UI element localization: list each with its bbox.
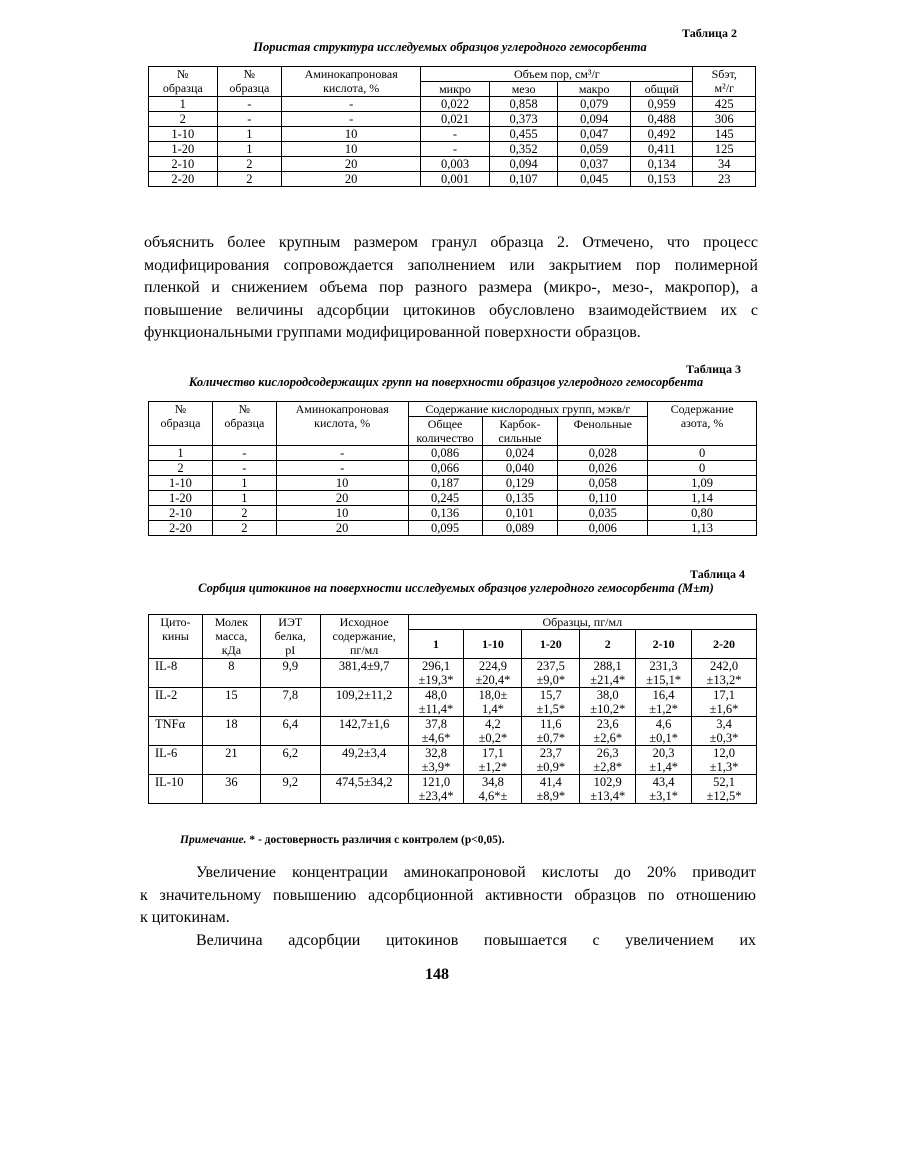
t3-cell-sample-no: 1 xyxy=(212,476,276,491)
table-row xyxy=(149,476,757,491)
t4-cell-value xyxy=(636,775,692,804)
t2-cell-sbet: 34 xyxy=(693,157,756,172)
t4-h-initial: Исходное содержание, пг/мл xyxy=(320,615,408,659)
t4-cell-value xyxy=(464,659,522,688)
t4-cell-value xyxy=(464,688,522,717)
t4-cell-cytokine: IL-6 xyxy=(149,746,203,775)
t4-cell-value xyxy=(580,688,636,717)
t3-cell-nitrogen: 0,80 xyxy=(648,506,757,521)
mean-value: 37,8 xyxy=(425,717,447,731)
t3-cell-sample-id: 2-10 xyxy=(149,506,213,521)
paragraph-2 xyxy=(140,862,756,930)
error-value: ±11,4* xyxy=(418,702,454,716)
t2-h-acid: Аминокапроновая кислота, % xyxy=(282,67,421,97)
table4-caption: Сорбция цитокинов на поверхности исследуемых образцов углеродного гемосорбента (M±m) xyxy=(198,581,714,595)
t3-h-group: Содержание кислородных групп, мэкв/г xyxy=(408,402,648,417)
t4-h-sample-1: 1 xyxy=(408,630,464,659)
t4-cell-initial: 474,5±34,2 xyxy=(320,775,408,804)
t4-cell-iet: 6,4 xyxy=(260,717,320,746)
t2-cell-sample-no: 1 xyxy=(217,142,282,157)
t3-cell-sample-no: 2 xyxy=(212,506,276,521)
table4 xyxy=(148,614,757,804)
t4-cell-cytokine: IL-8 xyxy=(149,659,203,688)
t3-cell-carboxyl: 0,040 xyxy=(482,461,558,476)
table-row xyxy=(149,112,756,127)
note-label: Примечание. xyxy=(180,834,247,846)
t3-cell-acid: - xyxy=(276,446,408,461)
table3-label: Таблица 3 xyxy=(686,362,741,376)
t4-cell-value xyxy=(692,746,757,775)
t2-h-sbet: Sбэт, м²/г xyxy=(693,67,756,97)
error-value: ±12,5* xyxy=(706,789,742,803)
t4-h-sample-2-20: 2-20 xyxy=(692,630,757,659)
t4-h-sample-2-10: 2-10 xyxy=(636,630,692,659)
t4-cell-value xyxy=(692,688,757,717)
t3-cell-sample-no: - xyxy=(212,446,276,461)
mean-value: 242,0 xyxy=(709,659,739,673)
paragraph-line: пленкой и снижением объема пор разного размера (микро-, мезо-, макропор), а xyxy=(144,279,758,296)
t2-cell-sample-id: 2 xyxy=(149,112,218,127)
t3-cell-sample-no: 2 xyxy=(212,521,276,536)
t3-cell-total: 0,066 xyxy=(408,461,482,476)
table2 xyxy=(148,66,756,187)
t3-cell-nitrogen: 1,14 xyxy=(648,491,757,506)
t3-cell-phenol: 0,058 xyxy=(558,476,648,491)
t2-cell-sbet: 23 xyxy=(693,172,756,187)
t2-cell-macro: 0,047 xyxy=(558,127,631,142)
error-value: ±4,6* xyxy=(421,731,451,745)
t4-cell-initial: 381,4±9,7 xyxy=(320,659,408,688)
mean-value: 41,4 xyxy=(539,775,562,789)
mean-value: 52,1 xyxy=(713,775,735,789)
t2-h-volume: Объем пор, см³/г xyxy=(421,67,693,82)
t3-cell-nitrogen: 1,09 xyxy=(648,476,757,491)
t2-cell-sample-no: - xyxy=(217,112,282,127)
mean-value: 121,0 xyxy=(421,775,451,789)
error-value: ±0,1* xyxy=(649,731,678,745)
t2-cell-meso: 0,107 xyxy=(489,172,558,187)
table-row xyxy=(149,127,756,142)
t3-cell-phenol: 0,110 xyxy=(558,491,648,506)
t2-h-sample: № образца xyxy=(149,67,218,97)
t4-cell-value xyxy=(522,717,580,746)
t2-cell-total: 0,492 xyxy=(630,127,693,142)
t2-cell-meso: 0,858 xyxy=(489,97,558,112)
t3-cell-acid: 20 xyxy=(276,491,408,506)
t2-cell-acid: - xyxy=(282,97,421,112)
t3-cell-total: 0,245 xyxy=(408,491,482,506)
t2-cell-total: 0,959 xyxy=(630,97,693,112)
t2-cell-meso: 0,455 xyxy=(489,127,558,142)
t2-cell-micro: 0,021 xyxy=(421,112,490,127)
t4-cell-value xyxy=(464,775,522,804)
table-row xyxy=(149,446,757,461)
t3-cell-carboxyl: 0,024 xyxy=(482,446,558,461)
error-value: ±0,9* xyxy=(536,760,566,774)
t3-cell-acid: 10 xyxy=(276,506,408,521)
t3-h-sample: № образца xyxy=(149,402,213,446)
mean-value: 296,1 xyxy=(421,659,451,673)
t4-cell-value xyxy=(408,746,464,775)
t2-cell-sample-id: 2-20 xyxy=(149,172,218,187)
error-value: ±2,6* xyxy=(593,731,623,745)
t3-cell-sample-id: 1-20 xyxy=(149,491,213,506)
t2-cell-sbet: 425 xyxy=(693,97,756,112)
table-row xyxy=(149,717,757,746)
t4-cell-mass: 18 xyxy=(202,717,260,746)
t4-h-cytokines: Цито- кины xyxy=(149,615,203,659)
t3-cell-phenol: 0,026 xyxy=(558,461,648,476)
paragraph-line: повышение величины адсорбции цитокинов обусловлено взаимодействием их с xyxy=(144,301,758,319)
t4-h-sample-2: 2 xyxy=(580,630,636,659)
mean-value: 23,7 xyxy=(539,746,562,760)
t2-cell-sample-id: 1-20 xyxy=(149,142,218,157)
t3-cell-sample-no: - xyxy=(212,461,276,476)
mean-value: 4,2 xyxy=(485,717,501,731)
mean-value: 11,6 xyxy=(540,717,562,731)
t2-cell-sample-no: 2 xyxy=(217,157,282,172)
t4-cell-value xyxy=(464,746,522,775)
t4-cell-value xyxy=(636,688,692,717)
t4-cell-mass: 36 xyxy=(202,775,260,804)
t4-cell-value xyxy=(522,746,580,775)
t4-cell-mass: 8 xyxy=(202,659,260,688)
t3-h-acid: Аминокапроновая кислота, % xyxy=(276,402,408,446)
t4-cell-iet: 9,2 xyxy=(260,775,320,804)
t3-cell-acid: 20 xyxy=(276,521,408,536)
mean-value: 43,4 xyxy=(652,775,675,789)
mean-value: 17,1 xyxy=(482,746,504,760)
error-value: ±3,1* xyxy=(649,789,678,803)
paragraph-line: Увеличение концентрации аминокапроновой кислоты до 20% приводит xyxy=(196,864,756,881)
error-value: ±10,2* xyxy=(590,702,626,716)
t4-cell-value xyxy=(408,775,464,804)
page-number: 148 xyxy=(425,966,449,983)
t2-cell-acid: 20 xyxy=(282,172,421,187)
t2-cell-micro: 0,001 xyxy=(421,172,490,187)
table-row xyxy=(149,746,757,775)
t4-cell-value xyxy=(464,717,522,746)
error-value: ±2,8* xyxy=(593,760,623,774)
t2-h-total: общий xyxy=(630,82,693,97)
mean-value: 38,0 xyxy=(596,688,619,702)
error-value: 4,6*± xyxy=(478,789,508,803)
t2-cell-sample-no: 1 xyxy=(217,127,282,142)
t3-cell-total: 0,136 xyxy=(408,506,482,521)
paragraph-line: модифицирования сопровождается заполнением или закрытием пор полимерной xyxy=(144,256,758,274)
t2-cell-sample-no: - xyxy=(217,97,282,112)
t3-cell-phenol: 0,028 xyxy=(558,446,648,461)
t2-cell-sample-id: 1 xyxy=(149,97,218,112)
t2-h-meso: мезо xyxy=(489,82,558,97)
mean-value: 18,0± xyxy=(478,688,508,702)
table3-caption: Количество кислородсодержащих групп на поверхности образцов углеродного гемосорбента xyxy=(188,375,704,389)
t4-cell-value xyxy=(636,746,692,775)
t3-cell-carboxyl: 0,135 xyxy=(482,491,558,506)
t3-h-nitrogen: Содержание азота, % xyxy=(648,402,757,446)
mean-value: 288,1 xyxy=(593,659,622,673)
table-row xyxy=(149,506,757,521)
t4-cell-value xyxy=(580,717,636,746)
t2-cell-total: 0,153 xyxy=(630,172,693,187)
t2-cell-macro: 0,037 xyxy=(558,157,631,172)
error-value: ±1,2* xyxy=(649,702,678,716)
t2-cell-total: 0,488 xyxy=(630,112,693,127)
t2-cell-acid: - xyxy=(282,112,421,127)
t4-cell-iet: 9,9 xyxy=(260,659,320,688)
t3-cell-sample-id: 2-20 xyxy=(149,521,213,536)
t3-cell-nitrogen: 1,13 xyxy=(648,521,757,536)
t3-cell-carboxyl: 0,101 xyxy=(482,506,558,521)
t2-cell-sbet: 125 xyxy=(693,142,756,157)
t4-cell-value xyxy=(522,775,580,804)
t4-cell-value xyxy=(580,775,636,804)
t2-cell-macro: 0,094 xyxy=(558,112,631,127)
table-row xyxy=(149,491,757,506)
t2-cell-macro: 0,045 xyxy=(558,172,631,187)
mean-value: 48,0 xyxy=(425,688,447,702)
table-row xyxy=(149,461,757,476)
table-row xyxy=(149,659,757,688)
t2-h-micro: микро xyxy=(421,82,490,97)
t3-cell-total: 0,086 xyxy=(408,446,482,461)
t3-cell-phenol: 0,006 xyxy=(558,521,648,536)
table-row xyxy=(149,688,757,717)
t3-cell-acid: 10 xyxy=(276,476,408,491)
t4-cell-value xyxy=(636,659,692,688)
t2-cell-sample-no: 2 xyxy=(217,172,282,187)
t3-cell-sample-id: 1 xyxy=(149,446,213,461)
t2-cell-macro: 0,059 xyxy=(558,142,631,157)
t4-cell-mass: 15 xyxy=(202,688,260,717)
t2-cell-micro: 0,022 xyxy=(421,97,490,112)
t4-cell-initial: 142,7±1,6 xyxy=(320,717,408,746)
t4-cell-value xyxy=(408,717,464,746)
t2-cell-macro: 0,079 xyxy=(558,97,631,112)
t4-h-samples: Образцы, пг/мл xyxy=(408,615,756,630)
t4-h-sample-1-20: 1-20 xyxy=(522,630,580,659)
error-value: ±0,7* xyxy=(536,731,566,745)
t3-cell-sample-id: 2 xyxy=(149,461,213,476)
mean-value: 3,4 xyxy=(716,717,732,731)
t2-cell-sbet: 145 xyxy=(693,127,756,142)
t4-cell-value xyxy=(636,717,692,746)
mean-value: 12,0 xyxy=(713,746,735,760)
t3-cell-acid: - xyxy=(276,461,408,476)
t4-cell-initial: 109,2±11,2 xyxy=(320,688,408,717)
error-value: ±23,4* xyxy=(418,789,454,803)
mean-value: 231,3 xyxy=(649,659,678,673)
t4-cell-value xyxy=(580,659,636,688)
mean-value: 17,1 xyxy=(713,688,735,702)
paragraph-line: к значительному повышению адсорбционной активности образцов по отношению xyxy=(140,886,756,904)
t3-cell-total: 0,187 xyxy=(408,476,482,491)
t4-cell-value xyxy=(522,659,580,688)
t3-cell-carboxyl: 0,089 xyxy=(482,521,558,536)
t2-h-macro: макро xyxy=(558,82,631,97)
t4-cell-mass: 21 xyxy=(202,746,260,775)
error-value: ±1,5* xyxy=(536,702,566,716)
table4-label: Таблица 4 xyxy=(690,567,745,581)
paragraph-line: к цитокинам. xyxy=(140,909,230,926)
table-row xyxy=(149,97,756,112)
t3-cell-carboxyl: 0,129 xyxy=(482,476,558,491)
mean-value: 26,3 xyxy=(596,746,619,760)
t4-cell-cytokine: IL-2 xyxy=(149,688,203,717)
t3-cell-sample-id: 1-10 xyxy=(149,476,213,491)
t2-cell-micro: - xyxy=(421,127,490,142)
t3-cell-phenol: 0,035 xyxy=(558,506,648,521)
paragraph-line: объяснить более крупным размером гранул образца 2. Отмечено, что процесс xyxy=(144,234,758,251)
table4-note xyxy=(180,834,505,846)
error-value: ±13,2* xyxy=(706,673,742,687)
t2-cell-meso: 0,352 xyxy=(489,142,558,157)
mean-value: 20,3 xyxy=(652,746,675,760)
t3-h-no: № образца xyxy=(212,402,276,446)
t4-h-sample-1-10: 1-10 xyxy=(464,630,522,659)
mean-value: 4,6 xyxy=(655,717,672,731)
table3 xyxy=(148,401,757,536)
table2-caption: Пористая структура исследуемых образцов углеродного гемосорбента xyxy=(253,40,647,54)
error-value: ±3,9* xyxy=(421,760,451,774)
error-value: ±13,4* xyxy=(590,789,626,803)
mean-value: 224,9 xyxy=(478,659,507,673)
error-value: ±1,3* xyxy=(709,760,739,774)
table-row xyxy=(149,775,757,804)
mean-value: 16,4 xyxy=(652,688,675,702)
table2-body xyxy=(149,97,756,187)
error-value: ±21,4* xyxy=(590,673,626,687)
t2-cell-meso: 0,094 xyxy=(489,157,558,172)
t4-cell-value xyxy=(522,688,580,717)
t2-cell-total: 0,134 xyxy=(630,157,693,172)
error-value: ±0,3* xyxy=(709,731,739,745)
t3-h-total: Общее количество xyxy=(408,417,482,446)
t3-cell-nitrogen: 0 xyxy=(648,461,757,476)
t3-cell-total: 0,095 xyxy=(408,521,482,536)
t2-cell-total: 0,411 xyxy=(630,142,693,157)
t4-cell-cytokine: TNFα xyxy=(149,717,203,746)
paragraph-line: Величина адсорбции цитокинов повышается с увеличением их xyxy=(196,932,756,949)
t2-cell-sample-id: 2-10 xyxy=(149,157,218,172)
error-value: ±9,0* xyxy=(536,673,566,687)
paragraph-3 xyxy=(140,930,756,953)
error-value: ±0,2* xyxy=(478,731,508,745)
t2-cell-acid: 20 xyxy=(282,157,421,172)
error-value: ±15,1* xyxy=(646,673,682,687)
t4-cell-iet: 6,2 xyxy=(260,746,320,775)
t4-cell-value xyxy=(408,659,464,688)
error-value: 1,4* xyxy=(482,702,504,716)
t2-cell-acid: 10 xyxy=(282,127,421,142)
paragraph-1 xyxy=(144,232,758,345)
mean-value: 15,7 xyxy=(539,688,562,702)
t3-cell-sample-no: 1 xyxy=(212,491,276,506)
t2-cell-sbet: 306 xyxy=(693,112,756,127)
table2-label: Таблица 2 xyxy=(682,26,737,40)
note-text: * - достоверность различия с контролем (p<0,05). xyxy=(249,834,505,846)
table4-body xyxy=(149,659,757,804)
table-row xyxy=(149,142,756,157)
t4-cell-cytokine: IL-10 xyxy=(149,775,203,804)
t2-cell-sample-id: 1-10 xyxy=(149,127,218,142)
error-value: ±19,3* xyxy=(418,673,454,687)
table3-body xyxy=(149,446,757,536)
t4-cell-initial: 49,2±3,4 xyxy=(320,746,408,775)
mean-value: 32,8 xyxy=(425,746,447,760)
t4-cell-value xyxy=(692,775,757,804)
error-value: ±1,6* xyxy=(709,702,739,716)
t4-cell-value xyxy=(692,659,757,688)
t2-cell-micro: 0,003 xyxy=(421,157,490,172)
t4-cell-value xyxy=(692,717,757,746)
error-value: ±1,4* xyxy=(649,760,678,774)
error-value: ±8,9* xyxy=(536,789,566,803)
t2-cell-micro: - xyxy=(421,142,490,157)
t2-cell-acid: 10 xyxy=(282,142,421,157)
t2-h-no: № образца xyxy=(217,67,282,97)
mean-value: 102,9 xyxy=(593,775,622,789)
t4-cell-value xyxy=(408,688,464,717)
t3-cell-nitrogen: 0 xyxy=(648,446,757,461)
t4-cell-value xyxy=(580,746,636,775)
t3-h-carboxyl: Карбок- сильные xyxy=(482,417,558,446)
paragraph-line: функциональными группами модифицированной поверхности образцов. xyxy=(144,324,641,341)
table-row xyxy=(149,172,756,187)
table-row xyxy=(149,157,756,172)
t2-cell-meso: 0,373 xyxy=(489,112,558,127)
error-value: ±20,4* xyxy=(475,673,511,687)
t3-h-phenol: Фенольные xyxy=(558,417,648,446)
t4-h-mass: Молек масса, кДа xyxy=(202,615,260,659)
mean-value: 237,5 xyxy=(536,659,565,673)
table-row xyxy=(149,521,757,536)
mean-value: 23,6 xyxy=(596,717,619,731)
t4-h-iet: ИЭТ белка, pI xyxy=(260,615,320,659)
t4-cell-iet: 7,8 xyxy=(260,688,320,717)
error-value: ±1,2* xyxy=(478,760,508,774)
mean-value: 34,8 xyxy=(482,775,504,789)
